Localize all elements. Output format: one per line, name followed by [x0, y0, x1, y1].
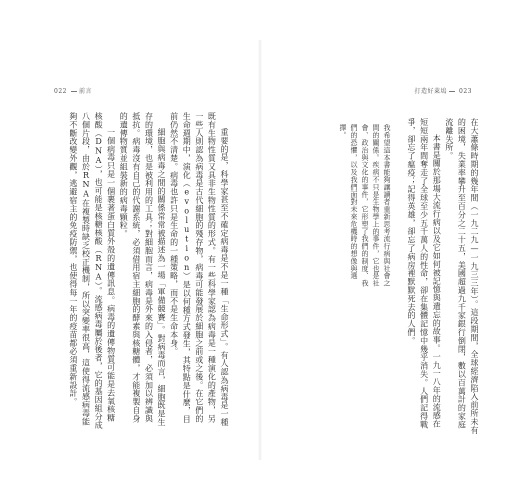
quote-text: 我希望這本書能夠讓讀者重新思考流行病與社會之間的關係。疾病不只是生物學上的事件，它也是社會、政治與文化的事件，它形塑了我們的制度、我們的恐懼，以及我們面對未來危機時的想像與選擇。: [339, 124, 391, 287]
body-paragraph: 一個病毒只是一個裹著蛋白質外殼的遺傳訊息。病毒的遺傳物質可能是去氧核糖核酸（DNA），也可能是核糖核酸（RNA）。流感病毒屬於後者，它的基因組分成八個片段，由於RNA在複製時缺乏校正機制，所以突變率很高，這使得流感病毒能夠不斷改變外觀，逃避宿主的免疫防禦，也使得每一年的疫苗都必須重新設計。: [68, 112, 116, 430]
right-running-title: 打造好萊塢: [414, 88, 448, 95]
block-quote: [292, 124, 392, 294]
body-paragraph: 本書是關於那場大流行病以及它如何被記憶與遺忘的故事。一九一八年的流感在短短兩年間奪走了全球至少五千萬人的性命，卻在集體記憶中幾乎消失。人們記得戰爭，卻忘了瘟疫；記得英雄，卻忘了病房裡默默死去的人們。: [407, 118, 442, 429]
left-page-number: 022: [54, 88, 67, 95]
body-paragraph: 在大蕭條時期的幾年間（一九二九—一九三三年）。這段期間，全球經濟陷入前所未有的困境，失業率攀升至百分之二十五，美國超過九千家銀行倒閉，數以百萬計的家庭流離失所。: [444, 118, 479, 435]
running-head-divider: [449, 91, 455, 92]
running-head-divider: [71, 91, 77, 92]
right-page-number: 023: [459, 88, 472, 95]
left-running-head: [52, 86, 92, 95]
left-body-text: [38, 112, 230, 430]
left-running-title: 前言: [78, 88, 92, 95]
right-body-text: [396, 118, 480, 436]
body-paragraph: 細胞與病毒之間的關係常常被描述為一場「軍備競賽」。對病毒而言，細胞既是生存的環境，也是被利用的工具；對細胞而言，病毒是外來的入侵者，必須加以辨識與抵抗。病毒沒有自己的代謝系統，必須借用宿主細胞的酵素與核糖體，才能複製自身的遺傳物質並組裝新的病毒顆粒。: [119, 112, 167, 427]
right-running-head: [415, 86, 474, 95]
body-paragraph: 重要的是，科學家甚至不確定病毒是不是一種「生命形式」。有人認為病毒是一種既有生物性質又具非生物性質的形式。有一些科學家認為病毒是一種演化的產物，另一些人則認為病毒是古代細胞的殘存物，病毒可能發展於細胞之前或之後。在它們的生命週期中，演化（evolution）是以何種方式發生，其特點是什麼，目前仍然不清楚。病毒也許只是生命的一種策略，而不是生命本身。: [169, 112, 229, 427]
right-page: [260, 0, 520, 500]
